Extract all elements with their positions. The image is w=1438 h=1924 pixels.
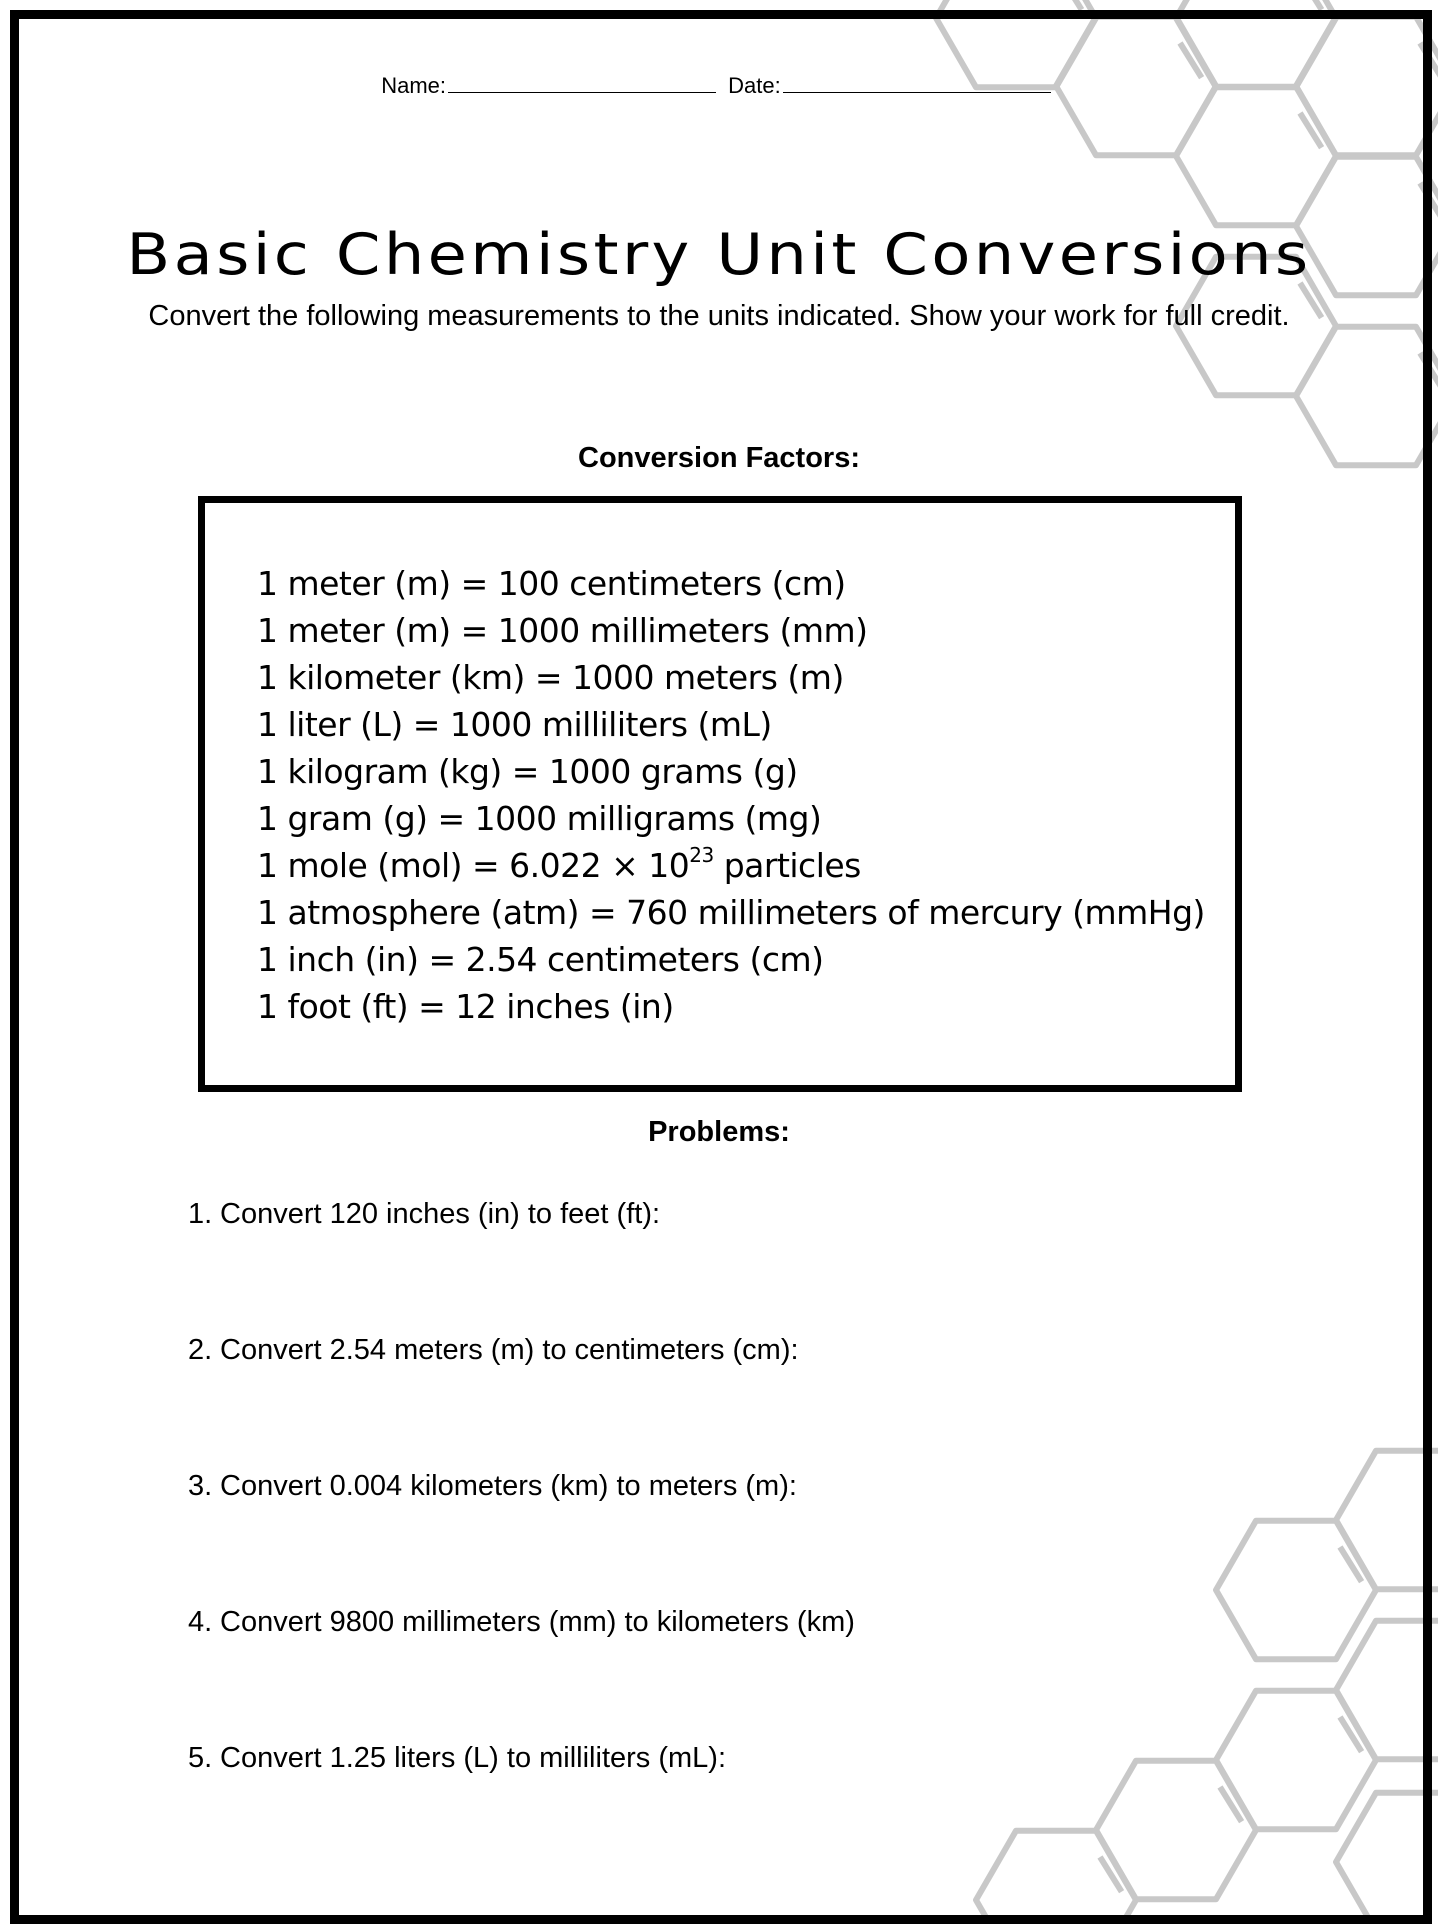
- conversion-factor-text: 1 liter (L) = 1000 milliliters (mL): [257, 705, 772, 744]
- conversion-factor-text: 1 foot (ft) = 12 inches (in): [257, 987, 674, 1026]
- problem-item: [188, 1198, 660, 1231]
- conversion-factor-text: 1 kilometer (km) = 1000 meters (m): [257, 658, 844, 697]
- page-title: Basic Chemistry Unit Conversions: [126, 222, 1312, 288]
- problem-item: [188, 1334, 799, 1367]
- conversion-factor: [257, 560, 1205, 607]
- conversion-factor-text: 1 meter (m) = 1000 millimeters (mm): [257, 611, 868, 650]
- name-field[interactable]: [448, 72, 716, 93]
- problem-item: [188, 1606, 855, 1639]
- instructions: Convert the following measurements to the units indicated. Show your work for full credit.: [148, 300, 1290, 332]
- exponent: 23: [689, 843, 714, 867]
- conversion-factor: [257, 983, 1205, 1030]
- name-label: Name:: [381, 73, 447, 98]
- problem-number: 5.: [188, 1742, 213, 1774]
- conversion-factor: [257, 842, 1205, 889]
- conversion-factor: [257, 654, 1205, 701]
- conversion-factors-box: [198, 496, 1242, 1092]
- conversion-factor-text: 1 atmosphere (atm) = 760 millimeters of mercury (mmHg): [257, 893, 1205, 932]
- problem-text: Convert 0.004 kilometers (km) to meters (m):: [220, 1470, 797, 1502]
- problem-text: Convert 1.25 liters (L) to milliliters (mL):: [220, 1742, 726, 1774]
- conversion-factor: [257, 607, 1205, 654]
- problem-text: Convert 2.54 meters (m) to centimeters (cm):: [220, 1334, 799, 1366]
- conversion-factor: [257, 795, 1205, 842]
- conversion-factor-text: 1 inch (in) = 2.54 centimeters (cm): [257, 940, 824, 979]
- problem-item: [188, 1742, 726, 1775]
- conversion-factor-text-suffix: particles: [713, 846, 861, 885]
- problem-number: 3.: [188, 1470, 213, 1502]
- conversion-factor: [257, 936, 1205, 983]
- double-bond-line: [1300, 0, 1322, 10]
- name-date-line: [0, 72, 1438, 99]
- double-bond-line: [1060, 0, 1082, 10]
- conversion-factor: [257, 889, 1205, 936]
- conversion-factor: [257, 748, 1205, 795]
- problem-text: Convert 120 inches (in) to feet (ft):: [220, 1198, 661, 1230]
- problem-item: [188, 1470, 797, 1503]
- problem-number: 1.: [188, 1198, 213, 1230]
- conversion-factor-text: 1 meter (m) = 100 centimeters (cm): [257, 564, 846, 603]
- conversion-factor: [257, 701, 1205, 748]
- problem-number: 4.: [188, 1606, 213, 1638]
- conversion-factor-text: 1 gram (g) = 1000 milligrams (mg): [257, 799, 822, 838]
- conversion-factor-text: 1 kilogram (kg) = 1000 grams (g): [257, 752, 798, 791]
- conversion-factors-heading: Conversion Factors:: [578, 442, 860, 474]
- date-label: Date:: [728, 73, 781, 98]
- problem-text: Convert 9800 millimeters (mm) to kilometers (km): [220, 1606, 855, 1638]
- date-field[interactable]: [783, 72, 1051, 93]
- conversion-factors-list: [257, 560, 1205, 1030]
- problems-heading: Problems:: [648, 1116, 790, 1148]
- problem-number: 2.: [188, 1334, 213, 1366]
- conversion-factor-text: 1 mole (mol) = 6.022 × 10: [257, 846, 690, 885]
